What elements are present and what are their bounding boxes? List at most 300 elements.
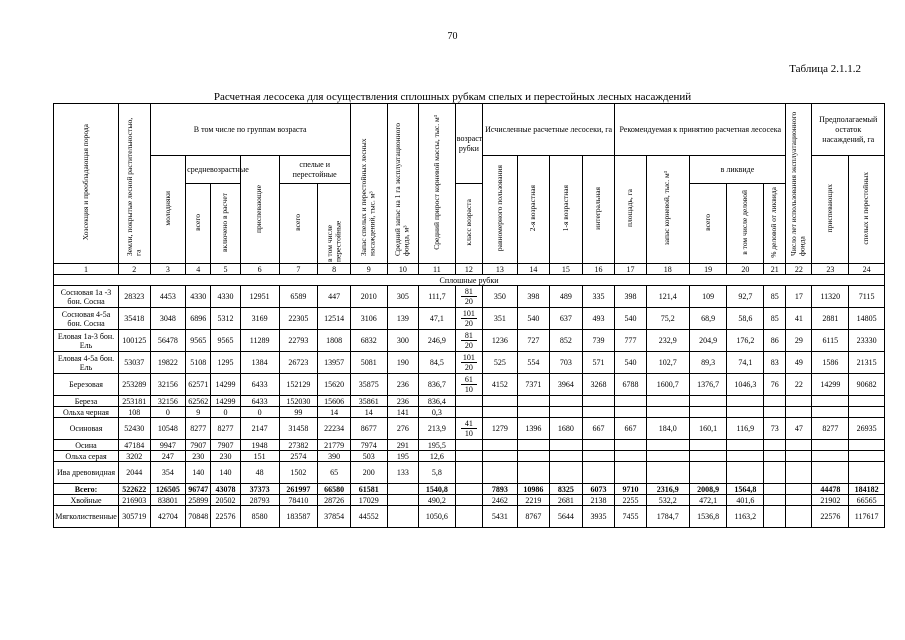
table-cell: 29 [786, 330, 812, 352]
column-number: 18 [646, 264, 689, 275]
table-cell [646, 451, 689, 462]
table-cell: 47 [786, 418, 812, 440]
table-cell: 12951 [240, 286, 279, 308]
table-cell: 121,4 [646, 286, 689, 308]
table-cell: 47,1 [419, 308, 456, 330]
table-cell: 1236 [483, 330, 518, 352]
table-cell: 27382 [279, 440, 318, 451]
table-cell: 141 [387, 407, 418, 418]
table-cell: 8767 [517, 506, 550, 528]
table-cell: 1948 [240, 440, 279, 451]
header-area: площадь, га [615, 156, 646, 264]
table-cell: 305 [387, 286, 418, 308]
table-cell: 58,6 [727, 308, 764, 330]
table-cell: 503 [350, 451, 387, 462]
table-cell: 3048 [150, 308, 186, 330]
column-number: 8 [318, 264, 351, 275]
table-label: Таблица 2.1.1.2 [789, 63, 861, 75]
column-number: 15 [550, 264, 583, 275]
table-cell: 554 [517, 352, 550, 374]
table-cell: 637 [550, 308, 583, 330]
column-number: 24 [849, 264, 885, 275]
table-cell [764, 451, 786, 462]
table-row [54, 396, 885, 407]
table-cell: 102,7 [646, 352, 689, 374]
column-number: 1 [54, 264, 119, 275]
table-cell: 14299 [211, 374, 240, 396]
table-cell: 7115 [849, 286, 885, 308]
table-cell [849, 451, 885, 462]
table-cell: 84,5 [419, 352, 456, 374]
table-cell: 9710 [615, 484, 646, 495]
table-cell: 6832 [350, 330, 387, 352]
rotation-age: 41 [461, 419, 477, 429]
table-cell: 236 [387, 396, 418, 407]
table-cell: 4453 [150, 286, 186, 308]
table-cell: 1279 [483, 418, 518, 440]
forest-table [53, 103, 885, 528]
table-cell: 230 [186, 451, 211, 462]
table-row [54, 352, 885, 374]
header-species: Хозсекция и преобладающая порода [54, 104, 119, 264]
table-cell: 28793 [240, 495, 279, 506]
table-cell: 5312 [211, 308, 240, 330]
table-cell: 176,2 [727, 330, 764, 352]
table-cell: 22234 [318, 418, 351, 440]
header-approaching: приспевающие [240, 156, 279, 264]
table-cell: 727 [517, 330, 550, 352]
table-cell: 6433 [240, 396, 279, 407]
rotation-age: 101 [461, 309, 477, 319]
table-cell: 12,6 [419, 451, 456, 462]
table-cell: 9 [186, 407, 211, 418]
table-cell [646, 396, 689, 407]
table-cell: 2219 [517, 495, 550, 506]
row-name: Осина [54, 440, 119, 451]
table-cell: 8277 [186, 418, 211, 440]
rotation-age-cell [455, 484, 482, 495]
table-cell: 190 [387, 352, 418, 374]
table-cell: 89,3 [689, 352, 727, 374]
row-name: Березовая [54, 374, 119, 396]
row-name: Ива древовидная [54, 462, 119, 484]
table-cell: 351 [483, 308, 518, 330]
table-cell: 11289 [240, 330, 279, 352]
row-name: Сосновая 1а -3 бон. Сосна [54, 286, 119, 308]
table-cell: 253289 [119, 374, 150, 396]
table-cell [615, 396, 646, 407]
table-cell [764, 506, 786, 528]
table-cell: 490,2 [419, 495, 456, 506]
table-cell [550, 396, 583, 407]
table-cell [727, 407, 764, 418]
table-cell: 85 [764, 308, 786, 330]
table-cell: 17 [786, 286, 812, 308]
table-row [54, 374, 885, 396]
table-cell [550, 451, 583, 462]
header-young: молодняки [150, 156, 186, 264]
table-cell: 261997 [279, 484, 318, 495]
rotation-age-cell [455, 440, 482, 451]
table-cell: 90682 [849, 374, 885, 396]
header-mature-stock: Запас спелых и перестойных лесных насаждений, тыс. м³ [350, 104, 387, 264]
table-cell [786, 407, 812, 418]
header-rotation-age: возраст рубки [455, 104, 482, 184]
table-cell: 305719 [119, 506, 150, 528]
table-cell: 35418 [119, 308, 150, 330]
table-cell: 52430 [119, 418, 150, 440]
table-cell: 152129 [279, 374, 318, 396]
header-avg-stock: Средний запас на 1 га эксплуатационного фонда, м³ [387, 104, 418, 264]
header-commercial-pct: % деловой от ликвида [764, 184, 786, 264]
table-cell: 213,9 [419, 418, 456, 440]
table-cell: 184182 [849, 484, 885, 495]
header-computed-cut: Исчисленные расчетные лесосеки, га [483, 104, 615, 156]
table-cell: 22793 [279, 330, 318, 352]
row-name: Ольха серая [54, 451, 119, 462]
row-name: Сосновая 4-5а бон. Сосна [54, 308, 119, 330]
row-name: Всего: [54, 484, 119, 495]
column-number: 23 [812, 264, 849, 275]
table-cell: 401,6 [727, 495, 764, 506]
table-cell: 493 [582, 308, 615, 330]
header-avg-growth: Средний прирост корневой массы, тыс. м³ [419, 104, 456, 264]
table-cell: 6073 [582, 484, 615, 495]
table-cell: 703 [550, 352, 583, 374]
header-recommended-cut: Рекомендуемая к принятию расчетная лесосека [615, 104, 786, 156]
table-cell: 3964 [550, 374, 583, 396]
table-cell: 22576 [812, 506, 849, 528]
table-cell: 85 [764, 286, 786, 308]
age-class: 10 [464, 429, 473, 438]
table-cell [517, 396, 550, 407]
table-cell: 152030 [279, 396, 318, 407]
table-cell: 12514 [318, 308, 351, 330]
table-cell: 9565 [186, 330, 211, 352]
age-class: 20 [464, 297, 473, 306]
table-cell: 2574 [279, 451, 318, 462]
table-cell [812, 396, 849, 407]
table-cell: 62571 [186, 374, 211, 396]
table-cell [550, 440, 583, 451]
rotation-age-cell [455, 286, 482, 308]
table-cell [849, 396, 885, 407]
row-name: Еловая 4-5а бон. Ель [54, 352, 119, 374]
header-middle-aged: средневозрастные [186, 156, 241, 184]
column-number: 7 [279, 264, 318, 275]
table-cell [812, 462, 849, 484]
table-cell: 92,7 [727, 286, 764, 308]
table-cell: 540 [517, 308, 550, 330]
column-number: 13 [483, 264, 518, 275]
table-cell: 96747 [186, 484, 211, 495]
rotation-age: 61 [461, 375, 477, 385]
table-cell [764, 495, 786, 506]
column-number: 10 [387, 264, 418, 275]
header-age-class: класс возраста [455, 184, 482, 264]
rotation-age-cell [455, 418, 482, 440]
rotation-age-cell [455, 506, 482, 528]
table-cell: 7371 [517, 374, 550, 396]
column-number: 17 [615, 264, 646, 275]
table-cell: 8277 [211, 418, 240, 440]
row-name: Осиновая [54, 418, 119, 440]
table-cell: 398 [615, 286, 646, 308]
table-cell: 19822 [150, 352, 186, 374]
rotation-age-cell [455, 308, 482, 330]
table-cell [615, 440, 646, 451]
table-cell: 540 [615, 308, 646, 330]
header-liquid: в ликвиде [689, 156, 786, 184]
header-age-groups: В том числе по группам возраста [150, 104, 350, 156]
table-cell: 26723 [279, 352, 318, 374]
table-cell: 489 [550, 286, 583, 308]
table-cell: 44552 [350, 506, 387, 528]
table-cell: 66565 [849, 495, 885, 506]
table-cell [764, 484, 786, 495]
table-cell: 3202 [119, 451, 150, 462]
rotation-age: 81 [461, 331, 477, 341]
table-cell: 108 [119, 407, 150, 418]
column-number: 22 [786, 264, 812, 275]
header-remaining-approaching: приспевающих [812, 156, 849, 264]
table-cell [483, 407, 518, 418]
table-cell: 117617 [849, 506, 885, 528]
table-cell: 1163,2 [727, 506, 764, 528]
table-cell [582, 462, 615, 484]
row-name: Береза [54, 396, 119, 407]
table-cell: 65 [318, 462, 351, 484]
header-first-age: 1-я возрастная [550, 156, 583, 264]
table-cell: 139 [387, 308, 418, 330]
header-mature-total: всего [279, 184, 318, 264]
table-cell: 4152 [483, 374, 518, 396]
table-cell: 6433 [240, 374, 279, 396]
table-cell: 0 [150, 407, 186, 418]
table-cell: 22305 [279, 308, 318, 330]
table-cell: 10548 [150, 418, 186, 440]
column-number: 19 [689, 264, 727, 275]
table-cell: 1784,7 [646, 506, 689, 528]
table-cell: 5644 [550, 506, 583, 528]
table-cell: 0,3 [419, 407, 456, 418]
table-row [54, 484, 885, 495]
header-forested-land: Земли, покрытые лесной растительностью, га [119, 104, 150, 264]
header-integral: интегральная [582, 156, 615, 264]
table-cell [849, 407, 885, 418]
table-cell [727, 396, 764, 407]
table-cell: 195,5 [419, 440, 456, 451]
table-cell [517, 407, 550, 418]
table-cell: 43078 [211, 484, 240, 495]
table-cell: 99 [279, 407, 318, 418]
table-cell [849, 462, 885, 484]
table-cell: 8677 [350, 418, 387, 440]
table-cell: 1536,8 [689, 506, 727, 528]
table-cell: 37373 [240, 484, 279, 495]
table-cell: 14 [318, 407, 351, 418]
table-cell: 836,4 [419, 396, 456, 407]
table-cell: 111,7 [419, 286, 456, 308]
table-cell [812, 407, 849, 418]
row-name: Хвойные [54, 495, 119, 506]
table-cell: 540 [615, 352, 646, 374]
table-cell: 32156 [150, 396, 186, 407]
table-cell: 667 [615, 418, 646, 440]
table-row [54, 418, 885, 440]
age-class: 20 [464, 341, 473, 350]
column-number: 20 [727, 264, 764, 275]
table-cell: 447 [318, 286, 351, 308]
table-row [54, 506, 885, 528]
table-cell: 300 [387, 330, 418, 352]
table-cell: 44478 [812, 484, 849, 495]
table-row [54, 462, 885, 484]
column-number: 3 [150, 264, 186, 275]
table-cell: 6115 [812, 330, 849, 352]
table-cell: 1396 [517, 418, 550, 440]
table-cell: 5108 [186, 352, 211, 374]
table-cell: 74,1 [727, 352, 764, 374]
header-remaining: Предполагаемый остаток насаждений, га [812, 104, 885, 156]
table-cell: 8277 [812, 418, 849, 440]
table-cell: 62562 [186, 396, 211, 407]
table-cell: 47184 [119, 440, 150, 451]
column-number: 21 [764, 264, 786, 275]
table-cell: 5431 [483, 506, 518, 528]
table-cell: 35875 [350, 374, 387, 396]
table-cell: 73 [764, 418, 786, 440]
age-class: 20 [464, 319, 473, 328]
table-cell [689, 440, 727, 451]
table-cell: 20502 [211, 495, 240, 506]
table-cell [483, 440, 518, 451]
table-cell: 78410 [279, 495, 318, 506]
table-cell: 41 [786, 308, 812, 330]
table-cell [689, 396, 727, 407]
table-cell: 667 [582, 418, 615, 440]
table-cell: 21779 [318, 440, 351, 451]
table-row [54, 495, 885, 506]
table-cell: 66580 [318, 484, 351, 495]
header-liquid-total: всего [689, 184, 727, 264]
table-cell: 1376,7 [689, 374, 727, 396]
table-cell: 1586 [812, 352, 849, 374]
table-cell: 398 [517, 286, 550, 308]
table-title: Расчетная лесосека для осуществления сплошных рубкам спелых и перестойных лесных насаждений [213, 91, 692, 103]
table-cell: 9565 [211, 330, 240, 352]
table-cell: 739 [582, 330, 615, 352]
rotation-age: 81 [461, 287, 477, 297]
table-cell [689, 407, 727, 418]
table-cell: 2010 [350, 286, 387, 308]
table-cell [387, 506, 418, 528]
table-cell [582, 451, 615, 462]
table-cell: 13957 [318, 352, 351, 374]
table-cell [550, 407, 583, 418]
rotation-age-cell [455, 374, 482, 396]
header-remaining-mature: спелых и перестойных [849, 156, 885, 264]
table-cell: 852 [550, 330, 583, 352]
table-cell: 28323 [119, 286, 150, 308]
rotation-age-cell [455, 330, 482, 352]
table-cell [483, 451, 518, 462]
table-cell: 525 [483, 352, 518, 374]
header-root-stock: запас корневой, тыс. м³ [646, 156, 689, 264]
table-cell: 10986 [517, 484, 550, 495]
table-cell: 8325 [550, 484, 583, 495]
table-cell: 7893 [483, 484, 518, 495]
table-cell: 26935 [849, 418, 885, 440]
row-name: Еловая 1а-3 бон. Ель [54, 330, 119, 352]
table-cell [786, 440, 812, 451]
table-cell: 3935 [582, 506, 615, 528]
table-cell: 195 [387, 451, 418, 462]
age-class: 20 [464, 363, 473, 372]
table-cell: 2008,9 [689, 484, 727, 495]
table-cell [764, 462, 786, 484]
table-cell: 126505 [150, 484, 186, 495]
table-cell: 1540,8 [419, 484, 456, 495]
table-cell: 133 [387, 462, 418, 484]
table-cell: 28726 [318, 495, 351, 506]
table-cell [483, 462, 518, 484]
table-cell: 68,9 [689, 308, 727, 330]
table-cell [812, 440, 849, 451]
table-cell [387, 495, 418, 506]
column-number: 2 [119, 264, 150, 275]
table-cell: 1046,3 [727, 374, 764, 396]
table-cell [786, 484, 812, 495]
table-cell [646, 407, 689, 418]
table-cell: 21315 [849, 352, 885, 374]
table-cell [786, 451, 812, 462]
table-cell: 472,1 [689, 495, 727, 506]
table-cell: 11320 [812, 286, 849, 308]
table-cell: 2316,9 [646, 484, 689, 495]
table-cell: 8580 [240, 506, 279, 528]
table-cell [764, 407, 786, 418]
table-cell: 14299 [812, 374, 849, 396]
table-cell: 836,7 [419, 374, 456, 396]
header-middle-included: включено в расчет [211, 184, 240, 264]
row-name: Ольха черная [54, 407, 119, 418]
table-row [54, 330, 885, 352]
rotation-age-cell [455, 352, 482, 374]
table-cell: 2138 [582, 495, 615, 506]
header-years-use: Число лет использования эксплуатационного фонда [786, 104, 812, 264]
table-cell: 21902 [812, 495, 849, 506]
table-cell [727, 440, 764, 451]
header-even-use: равномерного пользования [483, 156, 518, 264]
table-cell: 15620 [318, 374, 351, 396]
header-second-age: 2-я возрастная [517, 156, 550, 264]
table-cell: 291 [387, 440, 418, 451]
age-class: 10 [464, 385, 473, 394]
table-cell [517, 462, 550, 484]
rotation-age-cell [455, 396, 482, 407]
table-cell: 232,9 [646, 330, 689, 352]
table-cell: 204,9 [689, 330, 727, 352]
table-cell: 390 [318, 451, 351, 462]
table-cell: 14805 [849, 308, 885, 330]
table-cell: 1600,7 [646, 374, 689, 396]
table-cell [582, 407, 615, 418]
table-cell: 253181 [119, 396, 150, 407]
table-cell [689, 451, 727, 462]
table-cell: 140 [186, 462, 211, 484]
table-cell: 354 [150, 462, 186, 484]
